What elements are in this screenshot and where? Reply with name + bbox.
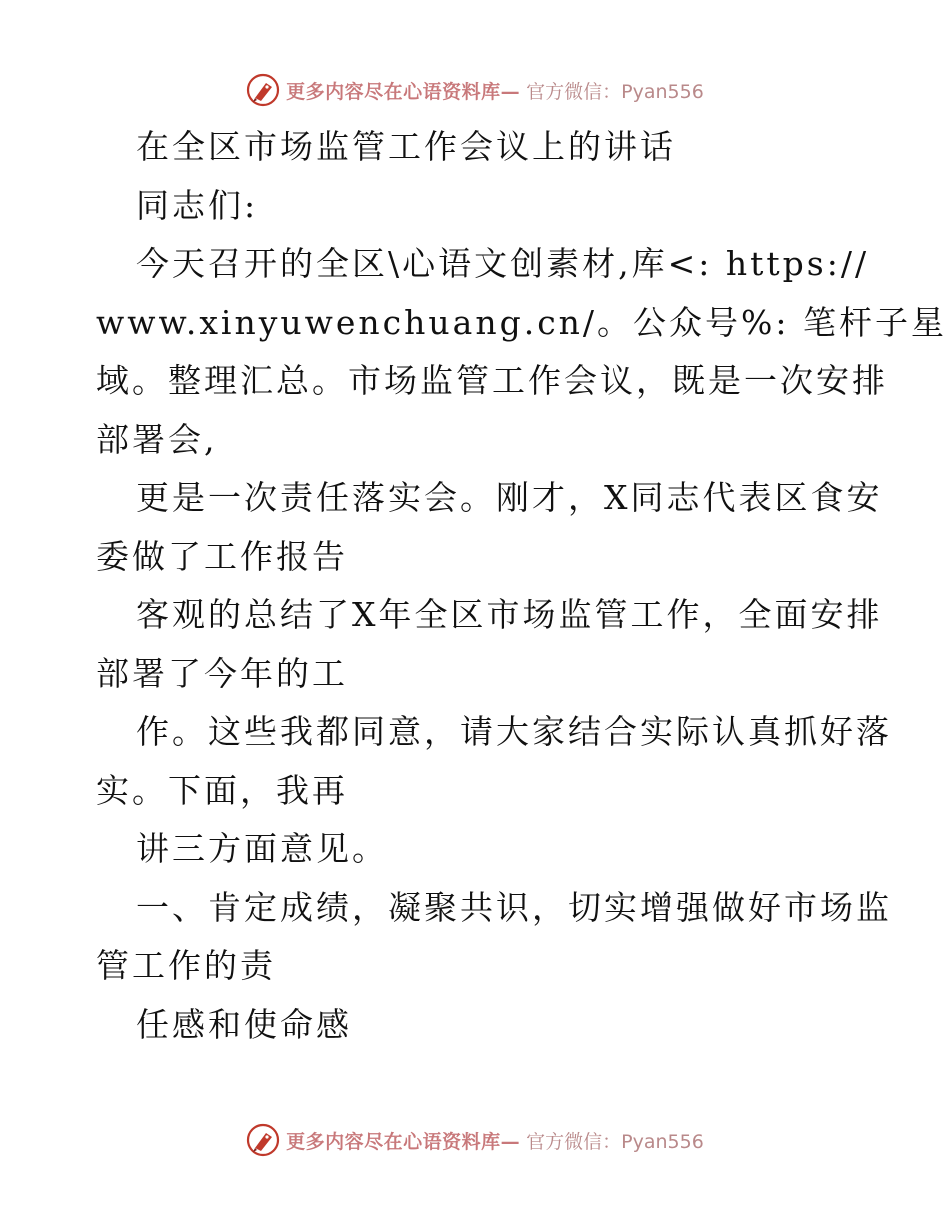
paragraph-line: 部署了今年的工	[96, 653, 348, 693]
paragraph-line: www.xinyuwenchuang.cn/。公众号%: 笔杆子星	[96, 302, 948, 342]
section-heading: 任感和使命感	[136, 1004, 352, 1044]
paragraph-line: 更是一次责任落实会。刚才，X同志代表区食安	[136, 478, 883, 517]
pen-nib-logo-icon	[246, 73, 280, 107]
salutation: 同志们:	[136, 185, 259, 225]
header-banner	[0, 70, 950, 110]
footer-banner-text: 更多内容尽在心语资料库—	[286, 1130, 521, 1153]
header-banner-contact: 官方微信：Pyan556	[526, 80, 704, 103]
paragraph-line: 委做了工作报告	[96, 536, 348, 576]
paragraph-line: 讲三方面意见。	[136, 829, 388, 868]
paragraph-line: 今天召开的全区\心语文创素材,库<: https://	[136, 244, 870, 283]
header-banner-text: 更多内容尽在心语资料库—	[286, 80, 521, 103]
paragraph-line: 部署会,	[96, 419, 218, 459]
paragraph-line: 客观的总结了X年全区市场监管工作，全面安排	[136, 595, 883, 634]
footer-banner-contact: 官方微信：Pyan556	[526, 1130, 704, 1153]
footer-banner	[0, 1120, 950, 1160]
section-heading: 一、肯定成绩，凝聚共识，切实增强做好市场监	[136, 887, 892, 927]
section-heading: 管工作的责	[96, 946, 276, 985]
paragraph-line: 实。下面，我再	[96, 770, 348, 810]
pen-nib-logo-icon	[246, 1123, 280, 1157]
document-title: 在全区市场监管工作会议上的讲话	[136, 127, 676, 166]
paragraph-line: 作。这些我都同意，请大家结合实际认真抓好落	[136, 712, 892, 751]
paragraph-line: 域。整理汇总。市场监管工作会议，既是一次安排	[96, 361, 888, 400]
document-body	[96, 118, 948, 1054]
